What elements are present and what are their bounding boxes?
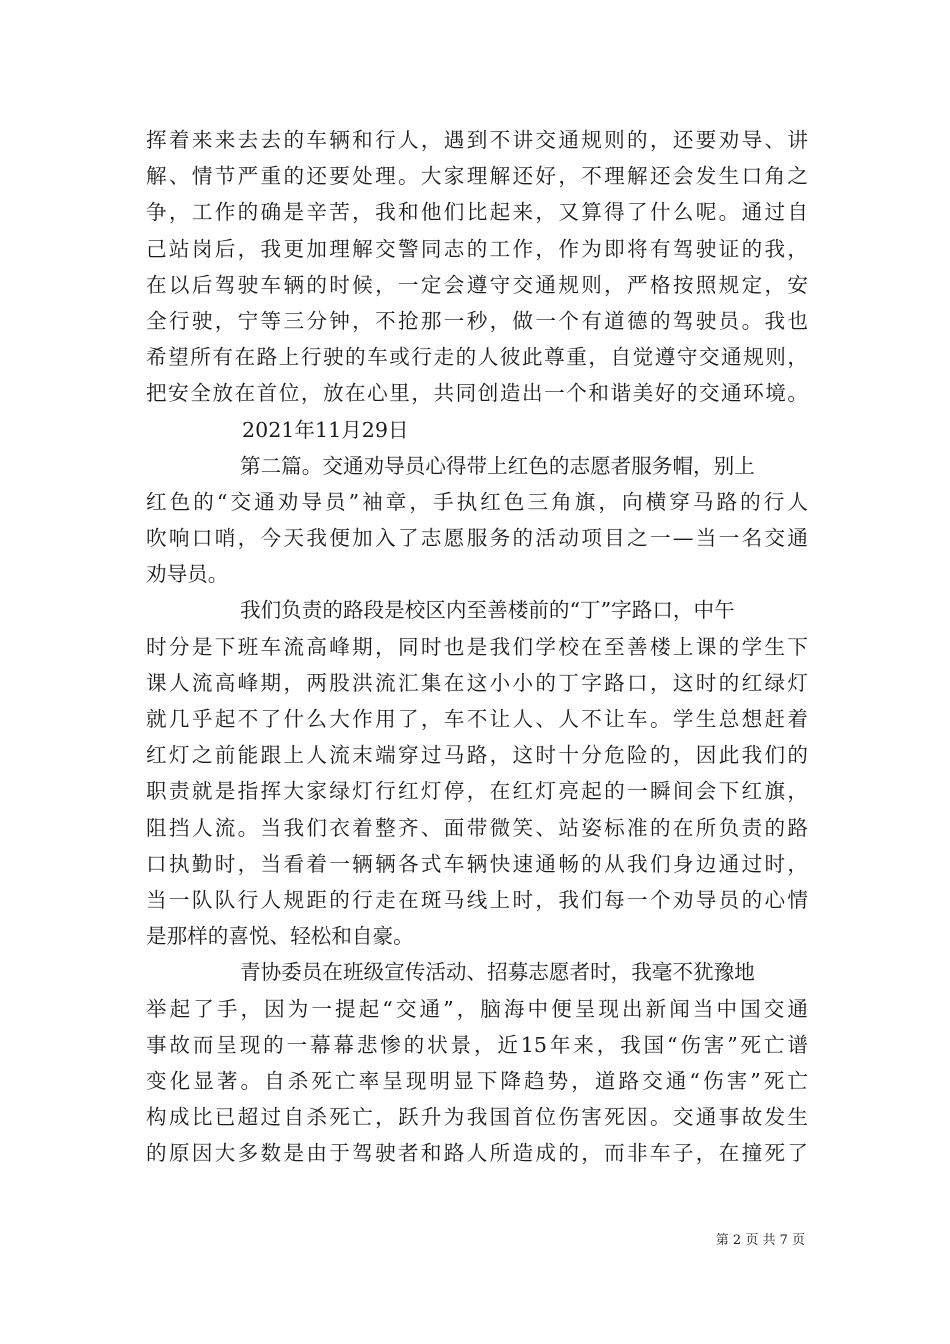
paragraph-start-line: 我们负责的路段是校区内至善楼前的“丁”字路口，中午 <box>240 598 735 623</box>
text-line: 就几乎起不了什么大作用了，车不让人、人不让车。学生总想赶着 <box>146 707 808 731</box>
text-line: 口执勤时，当看着一辆辆各式车辆快速通畅的从我们身边通过时， <box>146 851 808 876</box>
text-line: 争，工作的确是辛苦，我和他们比起来，又算得了什么呢。通过自 <box>146 200 808 225</box>
body-text <box>146 122 808 1171</box>
text-line: 在以后驾驶车辆的时候，一定会遵守交通规则，严格按照规定，安 <box>146 272 808 297</box>
page-number-footer: 第 2 页 共 7 页 <box>715 1233 805 1248</box>
text-line: 吹响口哨，今天我便加入了志愿服务的活动项目之一—当一名交通 <box>146 526 808 551</box>
paragraph-start-line: 青协委员在班级宣传活动、招募志愿者时，我毫不犹豫地 <box>240 960 755 985</box>
date-line: 2021年11月29日 <box>242 417 409 442</box>
section-heading-line: 第二篇。交通劝导员心得带上红色的志愿者服务帽，别上 <box>240 453 755 478</box>
text-line: 课人流高峰期，两股洪流汇集在这小小的丁字路口，这时的红绿灯 <box>146 670 808 695</box>
text-line: 变化显著。自杀死亡率呈现明显下降趋势，道路交通“伤害”死亡 <box>146 1068 808 1093</box>
text-line: 是那样的喜悦、轻松和自豪。 <box>146 924 414 949</box>
text-line: 举起了手，因为一提起“交通”，脑海中便呈现出新闻当中国交通 <box>146 996 808 1021</box>
text-line: 希望所有在路上行驶的车或行走的人彼此尊重，自觉遵守交通规则， <box>146 345 808 370</box>
text-line: 把安全放在首位，放在心里，共同创造出一个和谐美好的交通环境。 <box>146 381 808 406</box>
text-line: 己站岗后，我更加理解交警同志的工作，作为即将有驾驶证的我， <box>146 236 808 261</box>
text-line: 时分是下班车流高峰期，同时也是我们学校在至善楼上课的学生下 <box>146 634 808 659</box>
text-line: 当一队队行人规距的行走在斑马线上时，我们每一个劝导员的心情 <box>146 887 808 912</box>
text-line: 的原因大多数是由于驾驶者和路人所造成的，而非车子，在撞死了 <box>146 1141 808 1166</box>
text-line: 事故而呈现的一幕幕悲惨的状景，近15年来，我国“伤害”死亡谱 <box>146 1032 808 1057</box>
text-line: 职责就是指挥大家绿灯行红灯停，在红灯亮起的一瞬间会下红旗， <box>146 779 808 804</box>
text-line: 构成比已超过自杀死亡，跃升为我国首位伤害死因。交通事故发生 <box>146 1105 808 1130</box>
text-line: 阻挡人流。当我们衣着整齐、面带微笑、站姿标准的在所负责的路 <box>146 815 808 840</box>
text-line: 全行驶，宁等三分钟，不抢那一秒，做一个有道德的驾驶员。我也 <box>146 308 808 333</box>
text-line: 红灯之前能跟上人流末端穿过马路，这时十分危险的，因此我们的 <box>146 743 808 768</box>
text-line: 挥着来来去去的车辆和行人，遇到不讲交通规则的，还要劝导、讲 <box>146 128 808 152</box>
text-line: 劝导员。 <box>146 562 229 587</box>
text-line: 红色的“交通劝导员”袖章，手执红色三角旗，向横穿马路的行人 <box>146 489 808 514</box>
text-line: 解、情节严重的还要处理。大家理解还好，不理解还会发生口角之 <box>146 164 808 189</box>
